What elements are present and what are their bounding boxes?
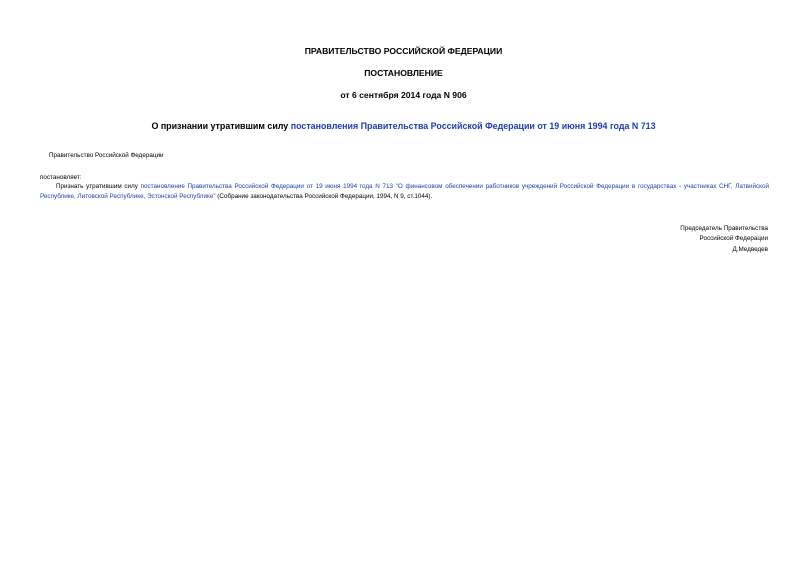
title-prefix: О признании утратившим силу xyxy=(151,121,291,131)
paragraph-prefix: Признать утратившим силу xyxy=(56,183,141,190)
signature-position-line1: Председатель Правительства xyxy=(680,225,768,232)
document-date-number: от 6 сентября 2014 года N 906 xyxy=(340,90,467,100)
issuer-text: Правительство Российской Федерации xyxy=(49,152,164,159)
signature-name: Д.Медведев xyxy=(732,245,768,253)
issuing-organization: ПРАВИТЕЛЬСТВО РОССИЙСКОЙ ФЕДЕРАЦИИ xyxy=(304,46,503,56)
signature-position-line2: Российской Федерации xyxy=(699,235,768,243)
decrees-text: постановляет: xyxy=(40,174,82,181)
decision-paragraph xyxy=(40,182,769,202)
document-type: ПОСТАНОВЛЕНИЕ xyxy=(364,68,443,78)
signature-block xyxy=(680,224,768,255)
document-title xyxy=(0,121,807,132)
paragraph-reference-link[interactable]: постановление Правительства Российской Федерации от 19 июня 1994 года N 713 "О финансовом обеспечении работников учреждений Российской Федерации в государствах - участниках СНГ, Латвийской Республике, Литовской Республике, Эстонской Республике" xyxy=(40,183,769,200)
title-reference-link[interactable]: постановления Правительства Российской Федерации от 19 июня 1994 года N 713 xyxy=(290,121,656,131)
paragraph-suffix: (Собрание законодательства Российской Федерации, 1994, N 9, ст.1044). xyxy=(215,193,433,200)
